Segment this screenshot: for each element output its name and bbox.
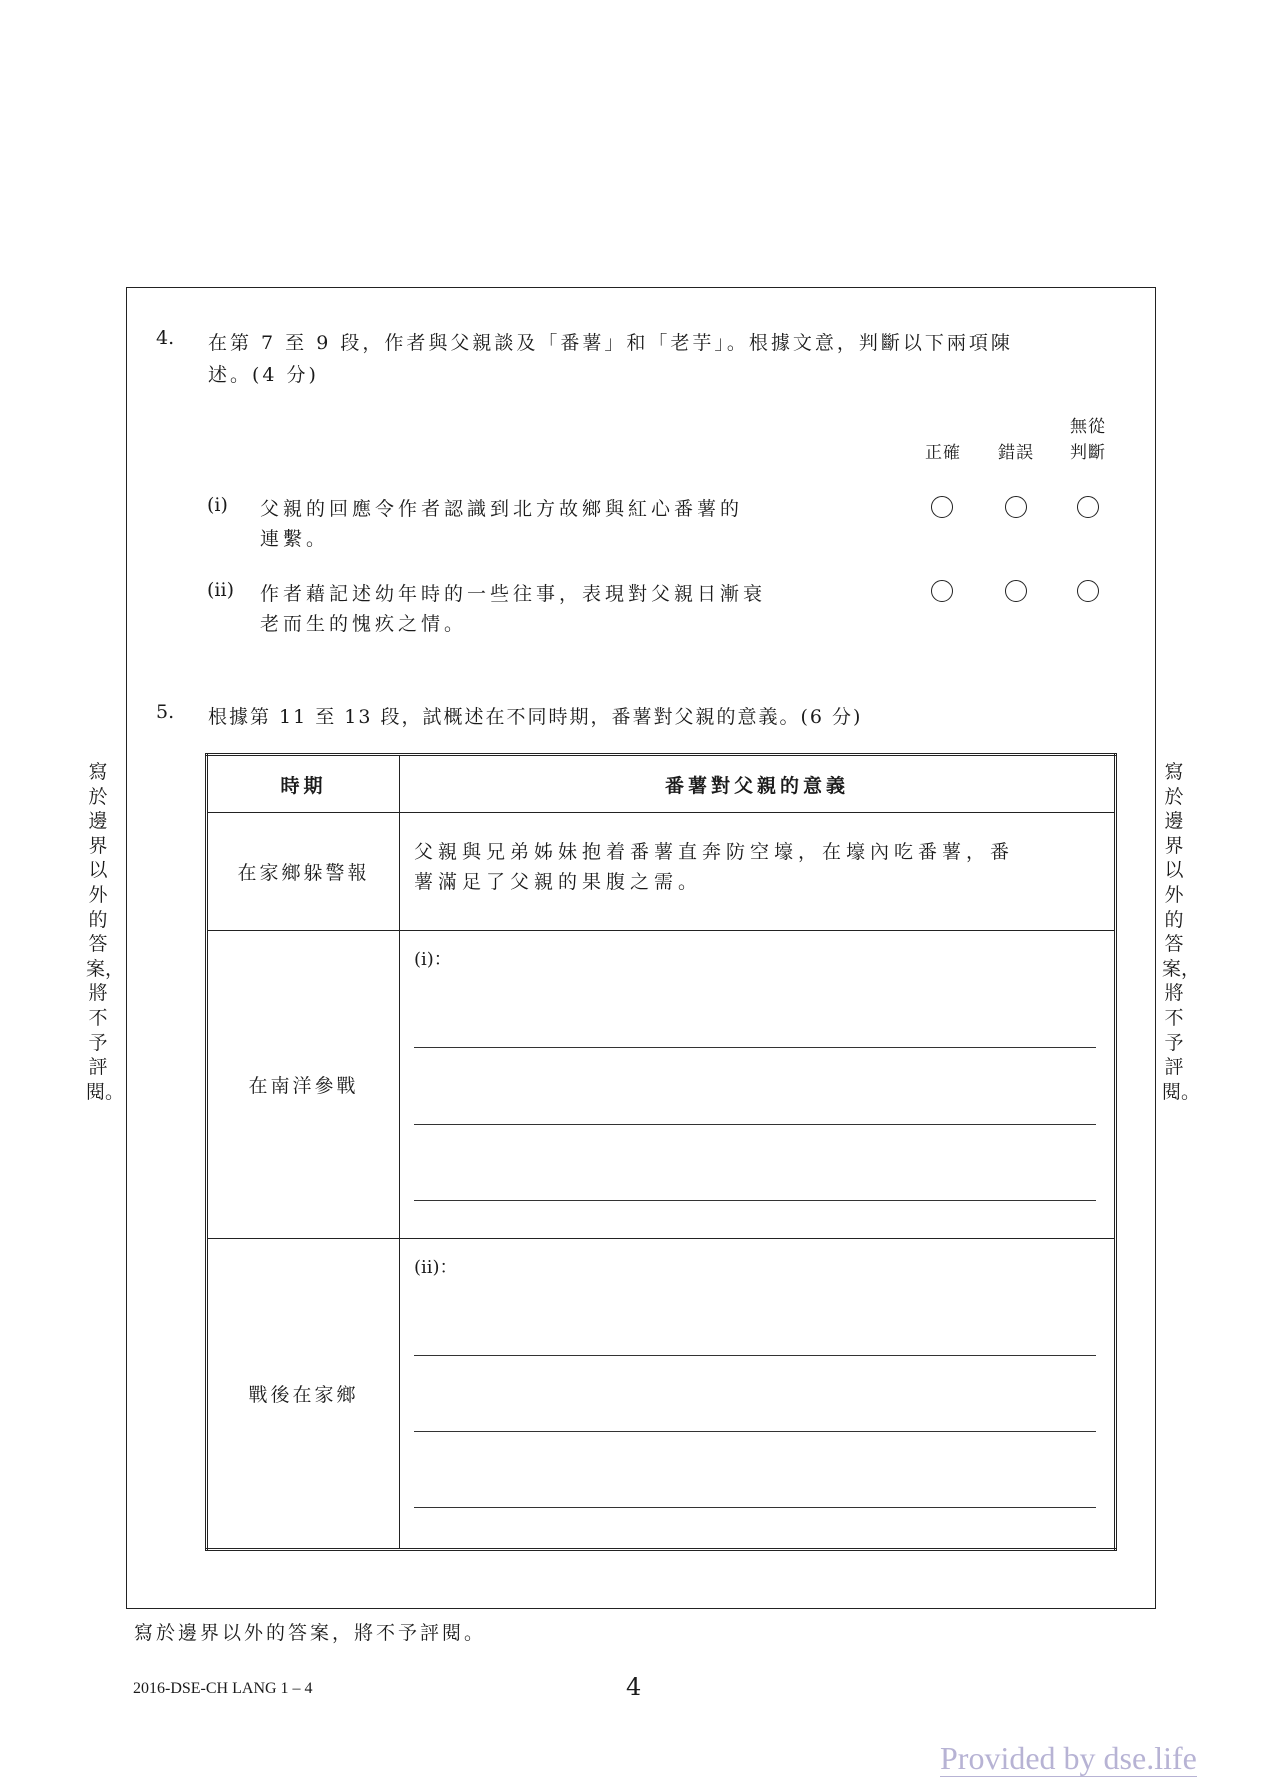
answer-line[interactable] xyxy=(414,1200,1096,1201)
statement-2-unknown-radio[interactable] xyxy=(1077,580,1099,602)
sample-answer-line2: 薯滿足了父親的果腹之需。 xyxy=(414,871,703,893)
meaning-cell-3[interactable] xyxy=(400,1239,1116,1550)
statement-2-wrong-radio[interactable] xyxy=(1005,580,1027,602)
meaning-cell-1 xyxy=(400,813,1116,931)
question-4-text-line2: 述。(4 分) xyxy=(208,364,319,386)
answer-line[interactable] xyxy=(414,1431,1096,1432)
left-margin-note: 寫於邊界以外的答案，將不予評閱。 xyxy=(86,761,125,1103)
option-header-wrong: 錯誤 xyxy=(998,443,1034,463)
table-header-row xyxy=(207,755,1116,813)
question-5-text: 根據第 11 至 13 段，試概述在不同時期，番薯對父親的意義。(6 分) xyxy=(208,706,863,728)
right-margin-note: 寫於邊界以外的答案，將不予評閱。 xyxy=(1162,761,1201,1103)
paper-code: 2016-DSE-CH LANG 1 – 4 xyxy=(133,1680,313,1697)
period-cell-1: 在家鄉躲警報 xyxy=(207,813,400,931)
watermark xyxy=(940,1740,1197,1777)
statement-1-unknown-radio[interactable] xyxy=(1077,496,1099,518)
answer-line[interactable] xyxy=(414,1507,1096,1508)
page-number: 4 xyxy=(626,1673,642,1701)
header-period: 時期 xyxy=(207,755,400,813)
statement-1-label: (i) xyxy=(207,494,228,516)
option-header-unknown-line1: 無從 xyxy=(1070,417,1106,437)
header-meaning: 番薯對父親的意義 xyxy=(400,755,1116,813)
meaning-table xyxy=(205,753,1117,1551)
table-row xyxy=(207,931,1116,1239)
statement-2-label: (ii) xyxy=(207,579,234,601)
sample-answer-line1: 父親與兄弟姊妹抱着番薯直奔防空壕，在壕內吃番薯，番 xyxy=(414,841,1015,863)
meaning-cell-2[interactable] xyxy=(400,931,1116,1239)
footer-note: 寫於邊界以外的答案，將不予評閱。 xyxy=(134,1622,487,1644)
table-row xyxy=(207,1239,1116,1550)
statement-2-line2: 老而生的愧疚之情。 xyxy=(260,613,468,635)
answer-line[interactable] xyxy=(414,1355,1096,1356)
period-cell-2: 在南洋參戰 xyxy=(207,931,400,1239)
statement-1-line1: 父親的回應令作者認識到北方故鄉與紅心番薯的 xyxy=(260,498,744,520)
answer-line[interactable] xyxy=(414,1047,1096,1048)
statement-2-correct-radio[interactable] xyxy=(931,580,953,602)
watermark-text: Provided by dse.life xyxy=(940,1740,1197,1776)
statement-1-line2: 連繫。 xyxy=(260,528,330,550)
statement-1-correct-radio[interactable] xyxy=(931,496,953,518)
period-cell-3: 戰後在家鄉 xyxy=(207,1239,400,1550)
answer-line[interactable] xyxy=(414,1124,1096,1125)
option-header-unknown-line2: 判斷 xyxy=(1070,443,1106,463)
question-5-number: 5. xyxy=(156,701,175,723)
question-4-text-line1: 在第 7 至 9 段，作者與父親談及「番薯」和「老芋」。根據文意，判斷以下兩項陳 xyxy=(208,332,1013,354)
statement-1-wrong-radio[interactable] xyxy=(1005,496,1027,518)
answer-label-i: (i)： xyxy=(414,949,452,970)
table-row xyxy=(207,813,1116,931)
statement-2-line1: 作者藉記述幼年時的一些往事，表現對父親日漸衰 xyxy=(260,583,767,605)
option-header-correct: 正確 xyxy=(925,443,961,463)
question-4-number: 4. xyxy=(156,327,175,349)
answer-label-ii: (ii)： xyxy=(414,1257,458,1278)
